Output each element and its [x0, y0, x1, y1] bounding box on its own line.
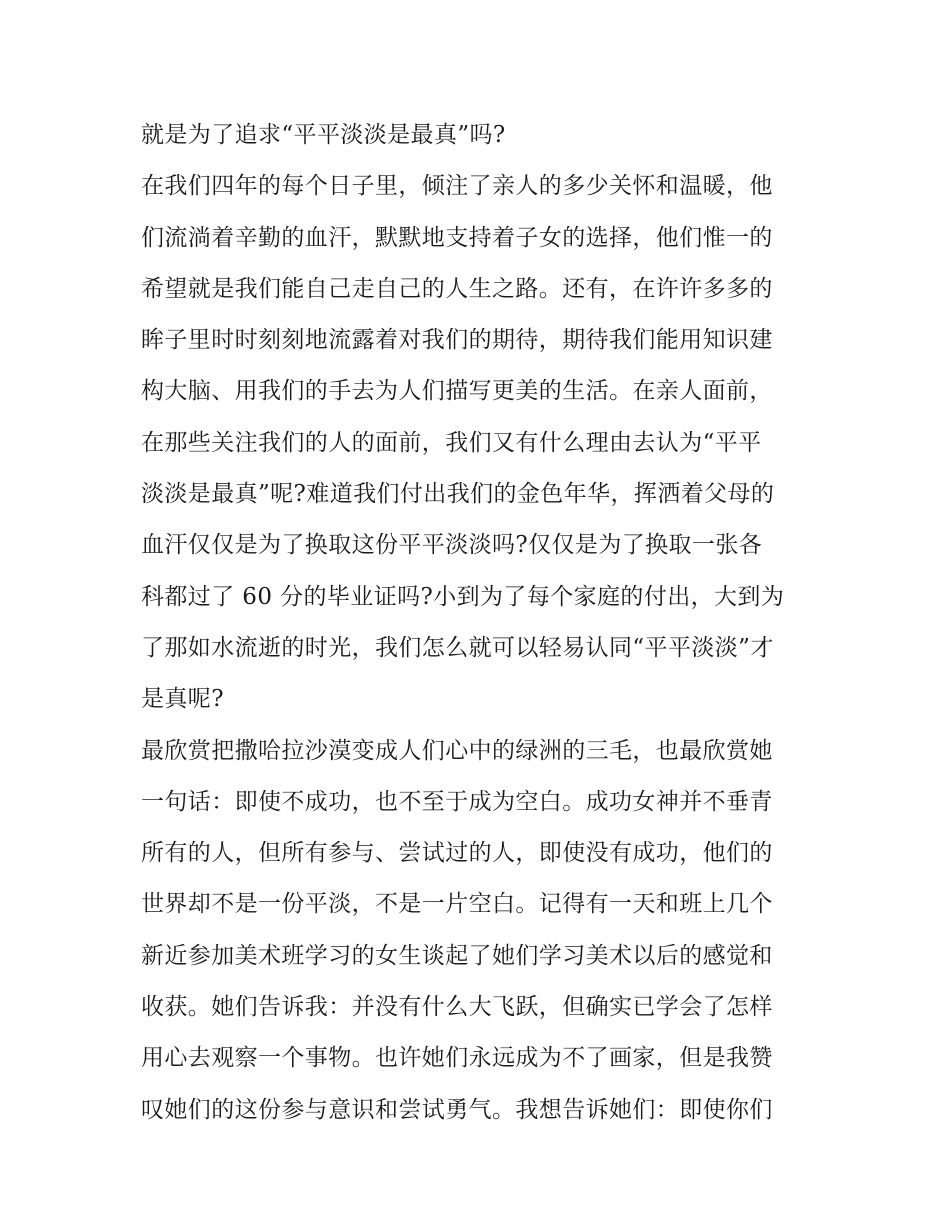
text-line: 用心去观察一个事物。也许她们永远成为不了画家，但是我赞: [141, 1045, 773, 1072]
text-line: 淡淡是最真”呢?难道我们付出我们的金色年华，挥洒着父母的: [141, 481, 775, 508]
text-line: 就是为了追求“平平淡淡是最真”吗?: [141, 122, 506, 148]
text-line: 在我们四年的每个日子里，倾注了亲人的多少关怀和温暖，他: [141, 173, 773, 200]
text-line: 眸子里时时刻刻地流露着对我们的期待，期待我们能用知识建: [141, 327, 773, 354]
text-line: 是真呢?: [141, 686, 224, 713]
text-line: 叹她们的这份参与意识和尝试勇气。我想告诉她们：即使你们: [141, 1096, 773, 1123]
text-line: 一句话：即使不成功，也不至于成为空白。成功女神并不垂青: [141, 788, 773, 815]
text-line: 收获。她们告诉我：并没有什么大飞跃，但确实已学会了怎样: [141, 994, 773, 1021]
text-line: 科都过了 60 分的毕业证吗?小到为了每个家庭的付出，大到为: [141, 583, 785, 610]
text-line: 希望就是我们能自己走自己的人生之路。还有，在许许多多的: [141, 275, 773, 302]
text-line: 在那些关注我们的人的面前，我们又有什么理由去认为“平平: [141, 429, 762, 456]
text-line: 所有的人，但所有参与、尝试过的人，即使没有成功，他们的: [141, 840, 773, 867]
body-text: [141, 110, 821, 1136]
text-line: 世界却不是一份平淡，不是一片空白。记得有一天和班上几个: [141, 891, 773, 918]
text-line: 们流淌着辛勤的血汗，默默地支持着子女的选择，他们惟一的: [141, 224, 773, 251]
text-line: 最欣赏把撒哈拉沙漠变成人们心中的绿洲的三毛，也最欣赏她: [141, 737, 773, 764]
text-line: 血汗仅仅是为了换取这份平平淡淡吗?仅仅是为了换取一张各: [141, 532, 763, 559]
text-line: 构大脑、用我们的手去为人们描写更美的生活。在亲人面前，: [141, 378, 773, 405]
text-line: 新近参加美术班学习的女生谈起了她们学习美术以后的感觉和: [141, 942, 773, 969]
text-line: 了那如水流逝的时光，我们怎么就可以轻易认同“平平淡淡”才: [141, 634, 774, 661]
